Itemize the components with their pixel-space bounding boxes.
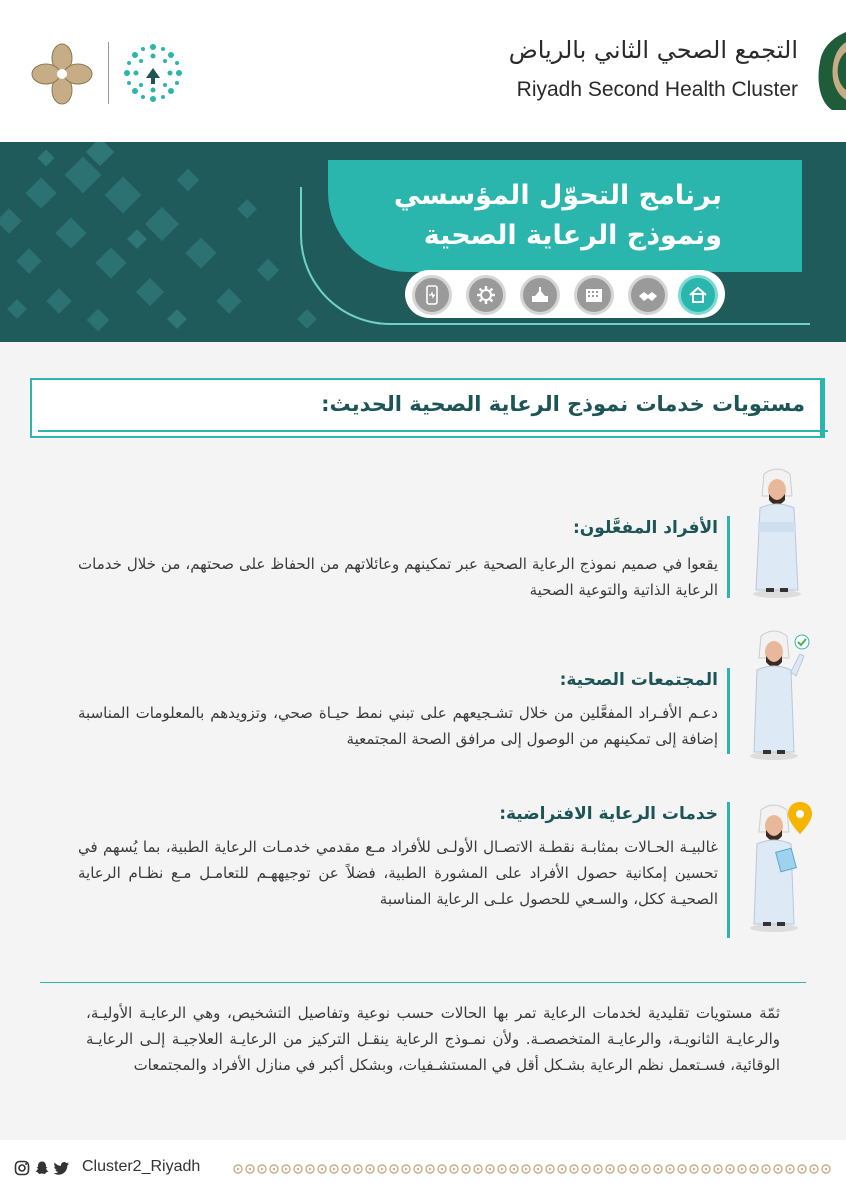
org-name-english: Riyadh Second Health Cluster xyxy=(516,78,798,101)
hospital-icon[interactable] xyxy=(520,275,560,315)
instagram-icon[interactable] xyxy=(14,1160,30,1176)
program-icons-bar xyxy=(405,270,725,318)
gear-icon[interactable] xyxy=(466,275,506,315)
org-name-arabic: التجمع الصحي الثاني بالرياض xyxy=(508,36,798,64)
logo-divider xyxy=(108,42,109,104)
man-clipboard-location-icon xyxy=(744,800,814,934)
section-divider xyxy=(40,982,806,983)
ministry-of-health-icon xyxy=(122,42,184,104)
page-footer xyxy=(0,1140,846,1200)
man-arms-crossed-icon xyxy=(742,466,812,600)
section-heading: مستويات خدمات نموذج الرعاية الصحية الحديث: xyxy=(321,392,805,416)
item-title-healthy-communities: المجتمعات الصحية: xyxy=(559,670,718,690)
item-text-healthy-communities: دعـم الأفـراد المفعَّلين من خلال تشـجيعهم على تبني نمط حيـاة صحي، وتزويدهم بالمعلومات المناسبة إضافة إلى تمكينهم من الوصول إلى مرافق الصحة المجتمعية xyxy=(78,704,718,748)
vision-2030-icon xyxy=(30,42,94,106)
cluster-emblem-icon xyxy=(812,32,846,110)
twitter-icon[interactable] xyxy=(54,1160,70,1176)
mobile-health-icon[interactable] xyxy=(412,275,452,315)
handshake-icon[interactable] xyxy=(628,275,668,315)
social-handle[interactable]: Cluster2_Riyadh xyxy=(82,1158,201,1175)
program-title-line2: ونموذج الرعاية الصحية xyxy=(423,220,722,251)
page-header xyxy=(0,0,846,142)
program-title-line1: برنامج التحوّل المؤسسي xyxy=(393,180,722,211)
item-title-virtual-care: خدمات الرعاية الافتراضية: xyxy=(499,804,718,824)
footer-ornament xyxy=(232,1162,832,1176)
building-icon[interactable] xyxy=(574,275,614,315)
program-banner xyxy=(0,142,846,342)
traditional-care-levels-paragraph: ثمّة مستويات تقليدية لخدمات الرعاية تمر بها الحالات حسب نوعية وتفاصيل التشخيص، وهي الرعايـة الأوليـة، والرعايـة الثانويـة، والرعايـة المتخصصـة. ولأن نمـوذج الرعاية ينقـل التركيز من الرعايـة العلاجيـة إلـى الرعايـة الوقائية، فسـتعمل نظم الرعاية بشـكل أقل في المستشـفيات، وبشكل أكبر في منازل الأفراد والمجتمعات xyxy=(86,1004,780,1074)
social-icons xyxy=(14,1160,70,1176)
item-text-virtual-care: غالبيـة الحـالات بمثابـة نقطـة الاتصـال الأولـى للأفراد مـع مقدمي خدمـات الرعاية الطبية، بما يُسهم في تحسين إمكانية حصول الأفراد على المشورة الطبية، فضلاً عن توجيههـم للتعامـل مـع نظـام الرعاية الصحيـة ككل، والسـعي للحصول علـى الرعاية المناسبة xyxy=(78,838,718,908)
item-text-activated-individuals: يقعوا في صميم نموذج الرعاية الصحية عبر تمكينهم وعائلاتهم من الحفاظ على صحتهم، من خلال خدمات الرعاية الذاتية والتوعية الصحية xyxy=(78,555,718,599)
man-thumbs-up-check-icon xyxy=(742,628,812,762)
item-title-activated-individuals: الأفراد المفعَّلون: xyxy=(572,518,718,538)
home-icon[interactable] xyxy=(678,275,718,315)
snapchat-icon[interactable] xyxy=(34,1160,50,1176)
item-accent-bar xyxy=(727,668,730,754)
item-accent-bar xyxy=(727,802,730,938)
section-heading-box xyxy=(30,378,825,438)
item-accent-bar xyxy=(727,516,730,598)
program-title-card xyxy=(328,160,802,272)
